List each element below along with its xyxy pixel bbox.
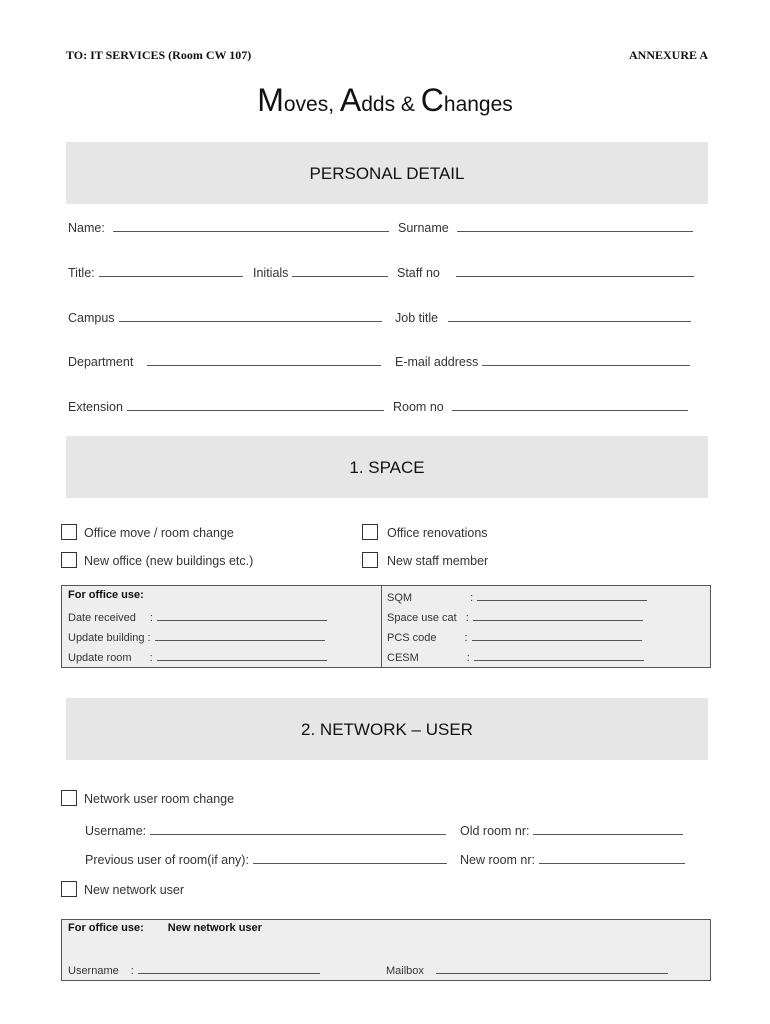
annexure-label: ANNEXURE A [628, 48, 708, 62]
old-room-field[interactable]: Old room nr: [460, 823, 683, 838]
surname-field[interactable]: Surname [398, 220, 693, 235]
space-office-use-box [61, 585, 711, 668]
space-band [66, 436, 708, 498]
email-field[interactable]: E-mail address [395, 354, 690, 369]
office-move-label: Office move / room change [84, 526, 234, 540]
new-office-checkbox[interactable] [61, 552, 77, 568]
network-band [66, 698, 708, 760]
extension-field[interactable]: Extension [68, 399, 384, 414]
new-office-label: New office (new buildings etc.) [84, 554, 254, 568]
network-office-use-box [61, 919, 711, 981]
office-move-checkbox[interactable] [61, 524, 77, 540]
new-staff-label: New staff member [387, 554, 489, 568]
mailbox-field[interactable]: Mailbox [386, 962, 668, 977]
network-room-change-label: Network user room change [84, 792, 235, 806]
room-no-field[interactable]: Room no [393, 399, 688, 414]
form-title: Moves, Adds & Changes [257, 82, 513, 118]
username-field[interactable]: Username: [85, 823, 446, 838]
date-received-field[interactable]: Date received : [68, 609, 327, 624]
new-network-user-checkbox[interactable] [61, 881, 77, 897]
office-renovations-label: Office renovations [387, 526, 488, 540]
to-line: TO: IT SERVICES (Room CW 107) [66, 48, 252, 62]
initials-field[interactable]: Initials [253, 265, 388, 280]
pcs-code-field[interactable]: PCS code : [387, 629, 642, 644]
section-heading: 1. SPACE [349, 458, 425, 477]
staff-no-field[interactable]: Staff no [397, 265, 694, 280]
office-use-heading: For office use: [68, 589, 144, 601]
office-use-heading: For office use: New network user [68, 922, 262, 934]
update-room-field[interactable]: Update room : [68, 649, 327, 664]
cesm-field[interactable]: CESM : [387, 649, 644, 664]
title-field[interactable]: Title: [68, 265, 243, 280]
update-building-field[interactable]: Update building : [68, 629, 325, 644]
section-heading: 2. NETWORK – USER [301, 720, 473, 739]
section-heading: PERSONAL DETAIL [309, 164, 465, 183]
campus-field[interactable]: Campus [68, 310, 382, 325]
personal-detail-band [66, 142, 708, 204]
job-title-field[interactable]: Job title [395, 310, 691, 325]
new-network-user-label: New network user [84, 883, 185, 897]
department-field[interactable]: Department [68, 354, 381, 369]
network-room-change-checkbox[interactable] [61, 790, 77, 806]
previous-user-field[interactable]: Previous user of room(if any): [85, 852, 447, 867]
new-room-field[interactable]: New room nr: [460, 852, 685, 867]
name-field[interactable]: Name: [68, 220, 389, 235]
sqm-field[interactable]: SQM : [387, 589, 647, 604]
space-use-cat-field[interactable]: Space use cat : [387, 609, 643, 624]
new-staff-checkbox[interactable] [362, 552, 378, 568]
network-username-field[interactable]: Username : [68, 962, 320, 977]
office-renovations-checkbox[interactable] [362, 524, 378, 540]
